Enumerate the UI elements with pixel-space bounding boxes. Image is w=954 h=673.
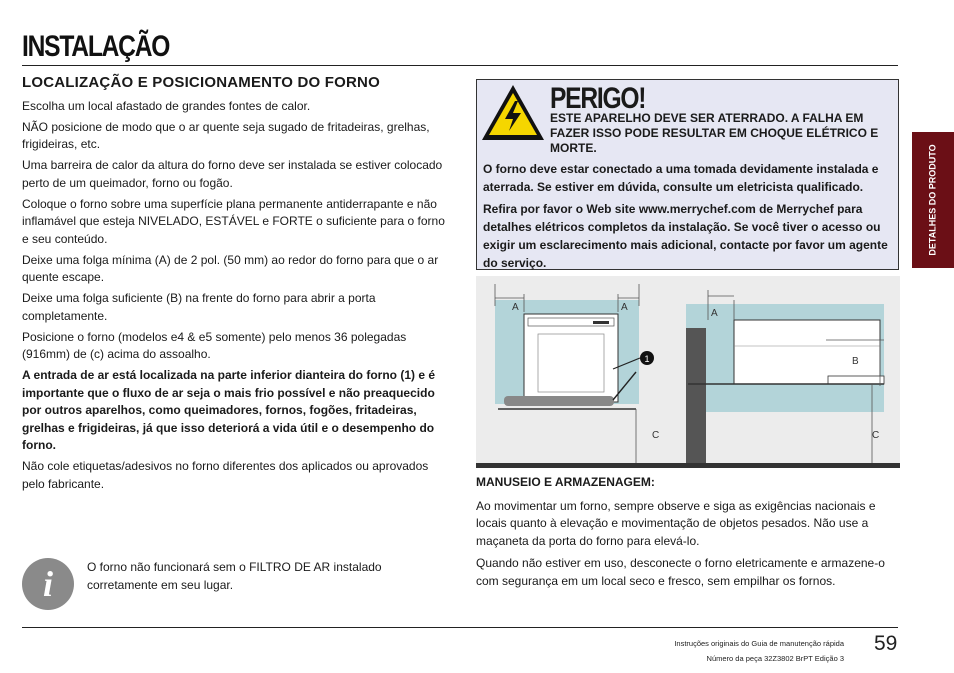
paragraph: Coloque o forno sobre uma superfície plana permanente antiderrapante e não inflamável que esteja NIVELADO, ESTÁVEL e FORTE o suficiente para o forno e seu conteúdo. — [22, 196, 445, 246]
clearance-diagram — [476, 276, 900, 468]
side-tab-product-details[interactable] — [912, 132, 954, 268]
info-note — [22, 556, 452, 612]
page-title: INSTALAÇÃO — [22, 30, 170, 63]
paragraph: Posicione o forno (modelos e4 & e5 somente) pelo menos 36 polegadas (916mm) de (c) acima do assoalho. — [22, 329, 407, 361]
paragraph: Uma barreira de calor da altura do forno deve ser instalada se estiver colocado perto de um queimador, forno ou fogão. — [22, 158, 443, 190]
paragraph: Quando não estiver em uso, desconecte o forno eletricamente e armazene-o com segurança em um local seco e fresco, sem empilhar os fornos. — [476, 556, 885, 588]
footer-line: Instruções originais do Guia de manutenção rápida — [674, 639, 844, 648]
danger-title: PERIGO! — [550, 82, 646, 115]
footer-line: Número da peça 32Z3802 BrPT Edição 3 — [706, 654, 844, 663]
clearance-b-label: B — [852, 356, 859, 367]
section-heading: LOCALIZAÇÃO E POSICIONAMENTO DO FORNO — [22, 74, 380, 91]
info-icon: i — [22, 558, 74, 610]
oven-clearance-illustration — [476, 276, 900, 468]
clearance-a-label: A — [711, 308, 718, 319]
danger-paragraph: Refira por favor o Web site www.merrychef.com de Merrychef para detalhes elétricos completos da instalação. Se você tiver o acesso ou exigir um esclarecimento mais adicional, contacte por favor um agente do serviço. — [483, 202, 888, 270]
paragraph: Escolha um local afastado de grandes fontes de calor. — [22, 98, 311, 113]
paragraph: Deixe uma folga suficiente (B) na frente do forno para abrir a porta completamente. — [22, 291, 376, 323]
diagram-base-bar — [476, 463, 900, 468]
bottom-divider — [22, 627, 898, 628]
air-intake-paragraph: A entrada de ar está localizada na parte inferior dianteira do forno (1) e é importante que o fluxo de ar seja o mais frio possível e não preaquecido por outros aparelhos, como queimadores, fornos, fogões, fritadeiras, grelhas e frigideiras, já que isso deteriorá a vida útil e o desempenho do forno. — [22, 368, 435, 452]
clearance-c-label: C — [652, 430, 660, 441]
callout-1-label: 1 — [644, 354, 650, 364]
side-tab-label: DETALHES DO PRODUTO — [927, 144, 938, 256]
paragraph: Não cole etiquetas/adesivos no forno diferentes dos aplicados ou aprovados pelo fabricante. — [22, 459, 429, 491]
electric-hazard-icon — [480, 83, 546, 143]
clearance-a-label: A — [512, 302, 519, 313]
location-section — [22, 74, 447, 497]
clearance-c-label: C — [872, 430, 880, 441]
clearance-a-label: A — [621, 302, 628, 313]
danger-box — [476, 79, 899, 270]
top-divider — [22, 65, 898, 66]
paragraph: Ao movimentar um forno, sempre observe e siga as exigências nacionais e locais quanto à elevação e movimentação de objetos pesados. Não use a maçaneta da porta do forno para elevá-lo. — [476, 498, 876, 548]
danger-body — [483, 160, 893, 276]
danger-warning: ESTE APARELHO DEVE SER ATERRADO. A FALHA EM FAZER ISSO PODE RESULTAR EM CHOQUE ELÉTRICO E MORTE. — [550, 111, 879, 155]
info-note-text: O forno não funcionará sem o FILTRO DE AR instalado corretamente em seu lugar. — [87, 560, 382, 592]
page-number: 59 — [874, 632, 898, 655]
footer — [600, 636, 844, 666]
paragraph: Deixe uma folga mínima (A) de 2 pol. (50 mm) ao redor do forno para que o ar quente escape. — [22, 252, 439, 284]
section-heading: MANUSEIO E ARMAZENAGEM: — [476, 475, 655, 489]
handling-section — [476, 474, 898, 595]
paragraph: NÃO posicione de modo que o ar quente seja sugado de fritadeiras, grelhas, frigideiras, etc. — [22, 119, 430, 151]
danger-paragraph: O forno deve estar conectado a uma tomada devidamente instalada e aterrada. Se estiver em dúvida, consulte um eletricista qualificado. — [483, 162, 879, 194]
